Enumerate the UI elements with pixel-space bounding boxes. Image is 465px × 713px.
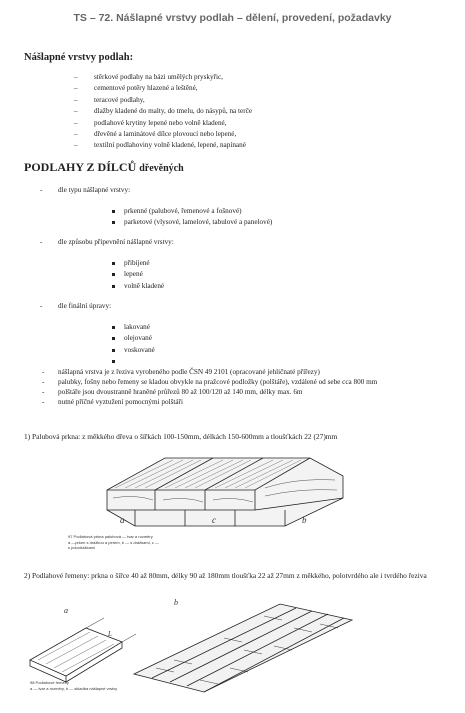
list-item: – dřevěné a laminátové dílce plovoucí nebo lepené, — [74, 129, 252, 140]
list-item: voskované — [112, 345, 155, 356]
figure1-caption-line: s polodrážkami — [68, 545, 95, 550]
group-list — [112, 322, 155, 367]
list-item: olejované — [112, 333, 155, 344]
notes-list — [42, 367, 442, 407]
figure1-caption-line: 97 Podlahová prkna palubová — tvar a rozměry — [68, 534, 153, 539]
group-label-text: dle typu nášlapné vrstvy: — [58, 186, 131, 194]
list-item: lakované — [112, 322, 155, 333]
page-header: TS – 72. Nášlapné vrstvy podlah – dělení, provedení, požadavky — [73, 12, 392, 24]
note-item: - nášlapná vrstva je z řeziva vyrobeného podle ČSN 49 2101 (opracované jehličnaté přířezy) — [42, 367, 442, 377]
note-item: - palubky, fošny nebo řemeny se kladou obvykle na pražcové podložky (polštáře), vzdálené od sebe cca 800 mm — [42, 377, 442, 387]
list-item: přibíjené — [112, 258, 164, 269]
list-item: – textilní podlahoviny volně kladené, lepené, napínané — [74, 140, 252, 151]
paragraph-podlahove-remeny: 2) Podlahové řemeny: prkna o šířce 40 až 80mm, délky 90 až 180mm tloušťka 22 až 27mm z měkkého, polotvrdého ale i tvrdého řeziva — [24, 571, 427, 580]
note-item: - polštáře jsou dvoustranně hraněné průřezů 80 až 100/120 až 140 mm, délky max. 6m — [42, 387, 442, 397]
group-label — [42, 302, 111, 310]
list-item: – teracové podlahy, — [74, 95, 252, 106]
list-item: – cementové potěry hlazené a leštěné, — [74, 83, 252, 94]
list-item: parketové (vlysové, lamelové, tabulové a panelové) — [112, 217, 272, 228]
list-item: – stěrkové podlahy na bázi umělých pryskyřic, — [74, 72, 252, 83]
list-item: prkenné (palubové, řemenové a fošnové) — [112, 206, 272, 217]
figure1-caption — [68, 534, 159, 551]
section1-list — [74, 72, 252, 152]
group-label — [42, 186, 130, 194]
figure2-caption-line: a — tvar a rozměry, b — skladba nášlapné vrstvy — [30, 685, 118, 691]
list-item: lepené — [112, 269, 164, 280]
section2-title — [24, 160, 184, 175]
group-label-text: dle způsobu připevnění nášlapné vrstvy: — [58, 238, 174, 246]
section2-title-main: PODLAHY Z DÍLCŮ — [24, 160, 137, 174]
figure2-label-a: a — [64, 606, 68, 615]
list-item — [112, 356, 155, 367]
list-item: – podlahové krytiny lepené nebo volně kladené, — [74, 118, 252, 129]
group-list — [112, 258, 164, 292]
figure1-label-a: a — [120, 515, 125, 525]
paragraph-palubova-prkna: 1) Palubová prkna: z měkkého dřeva o šířkách 100-150mm, délkách 150-600mm a tloušťkách 22 (27)mm — [24, 432, 338, 441]
figure2-caption-line: 98 Podlahové řemeny — [30, 680, 69, 685]
group-list — [112, 206, 272, 229]
floor-boards-figure — [105, 448, 345, 528]
figure2-caption — [30, 680, 117, 691]
figure1-label-c: c — [212, 515, 216, 525]
note-item: - nutné příčné vyztužení pomocnými polštáři — [42, 397, 442, 407]
figure2-label-l: L — [108, 630, 112, 638]
figure2-label-b: b — [174, 598, 178, 607]
group-label — [42, 238, 174, 246]
group-label-text: dle finální úpravy: — [58, 302, 112, 310]
list-item: volně kladené — [112, 281, 164, 292]
section2-title-sub: dřevěných — [139, 163, 184, 174]
list-item: – dlažby kladené do malty, do tmelu, do násypů, na terče — [74, 106, 252, 117]
section1-title: Nášlapné vrstvy podlah: — [24, 52, 134, 63]
figure1-caption-line: a —prken s drážkou a perem, b — s drážkami, c — — [68, 539, 159, 545]
figure1-label-b: b — [302, 515, 307, 525]
